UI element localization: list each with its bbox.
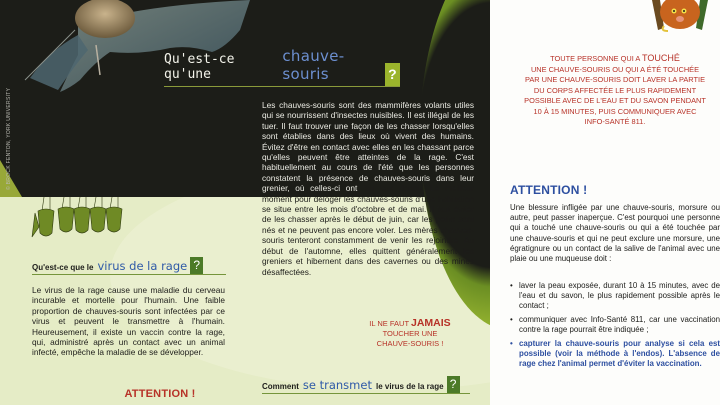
transmission-heading-small: Comment	[262, 382, 299, 391]
touched-line7: INFO-SANTÉ 811.	[584, 117, 646, 126]
never-touch-callout	[360, 318, 460, 349]
right-attention-paragraph: Une blessure infligée par une chauve-souris, morsure ou autre, peut passer inaperçue. C'est pourquoi une personne qui a touché une chauve-souris ou qui a été touchée par une chauve-souris et qui ne peut exclure une morsure, une égratignure ou un contact de la salive de l'animal avec une plaie ou une muqueuse doit :	[510, 203, 720, 264]
transmission-heading-big: se transmet	[302, 378, 372, 392]
left-attention-heading: ATTENTION !	[124, 388, 196, 400]
hanging-bats-icon	[30, 197, 125, 242]
main-title-accent: chauve-souris	[282, 47, 345, 83]
touched-emphasis: TOUCHÉ	[642, 53, 680, 63]
photo-credit: © BROCK FENTON, YORK UNIVERSITY	[6, 87, 12, 190]
question-mark-icon: ?	[385, 63, 400, 86]
never-prefix: IL NE FAUT	[369, 319, 409, 328]
intro-text-dark: fait leur dortoir. Le meilleur moment pour déloger les chauves-souris d'une habitation se situe entre les mois d'octobre et de mai. Il faut éviter de les chasser après le début de juin, car les petits sont nés et ne peuvent pas encore voler. Les mères chauves-souris tenteront constamment de venir les rejoindre. Au début de l'automne, elles quittent généralement les greniers et hibernent dans des cavernes ou des mines désaffectées.	[262, 183, 474, 277]
touched-line6: 10 À 15 MINUTES, PUIS COMMUNIQUER AVEC	[533, 106, 697, 116]
list-item: • capturer la chauve-souris pour analyse si cela est possible (voir la méthode à l'endos). L'absence de rage chez l'animal permet d'éviter la vaccination.	[510, 339, 720, 370]
instructions-list	[510, 281, 720, 373]
touched-prefix: TOUTE PERSONNE QUI A	[550, 54, 640, 63]
touched-line2: UNE CHAUVE-SOURIS OU QUI A ÉTÉ TOUCHÉE	[530, 64, 700, 74]
cartoon-bat-icon	[650, 0, 710, 33]
touched-line4: DU CORPS AFFECTÉE LE PLUS RAPIDEMENT	[533, 85, 697, 95]
list-item: • laver la peau exposée, durant 10 à 15 minutes, avec de l'eau et du savon, le plus rapidement possible après le contact ;	[510, 281, 720, 312]
touched-bat-callout	[510, 53, 720, 128]
virus-paragraph: Le virus de la rage cause une maladie du cerveau incurable et mortelle pour l'humain. Une faible proportion de chauves-souris sont infectées par ce virus et peuvent le transmettre à l'humain. Heureusement, il existe un vaccin contre la rage, qui, administré après un contact avec un animal infecté, empêche la maladie de se développer.	[32, 285, 225, 358]
touched-line3: PAR UNE CHAUVE-SOURIS DOIT LAVER LA PARTIE	[524, 75, 706, 84]
main-title	[164, 47, 400, 87]
never-line3: CHAUVE-SOURIS !	[376, 339, 444, 348]
transmission-section-heading	[262, 376, 470, 394]
main-title-prefix: Qu'est-ce qu'une	[164, 52, 235, 82]
question-mark-icon: ?	[447, 376, 460, 393]
virus-section-heading	[32, 257, 226, 275]
never-emphasis: JAMAIS	[411, 317, 451, 329]
right-attention-heading: ATTENTION !	[510, 183, 588, 197]
intro-paragraph	[262, 100, 474, 277]
question-mark-icon: ?	[190, 257, 203, 274]
intro-text-light: Les chauves-souris sont des mammifères volants utiles qui se nourrissent d'insectes nuisibles. Il est illégal de les tuer. Il faut trouver une façon de les chasser lorsqu'elles sont établies dans des lieux où vivent des humains. Évitez d'être en contact avec elles en les chassant parce qu'elles peuvent être atteintes de la rage. C'est habituellement au cours de l'été que les personnes constatent la présence de chauves-souris dans leur grenier, où celles-ci ont	[262, 100, 474, 194]
transmission-heading-after: le virus de la rage	[375, 382, 444, 391]
virus-heading-small: Qu'est-ce que le	[32, 263, 94, 272]
touched-line5: POSSIBLE AVEC DE L'EAU ET DU SAVON PENDANT	[524, 96, 706, 105]
virus-heading-big: virus de la rage	[97, 259, 188, 273]
never-line2: TOUCHER UNE	[382, 329, 438, 338]
list-item: • communiquer avec Info-Santé 811, car une vaccination contre la rage pourrait être indiquée ;	[510, 315, 720, 335]
